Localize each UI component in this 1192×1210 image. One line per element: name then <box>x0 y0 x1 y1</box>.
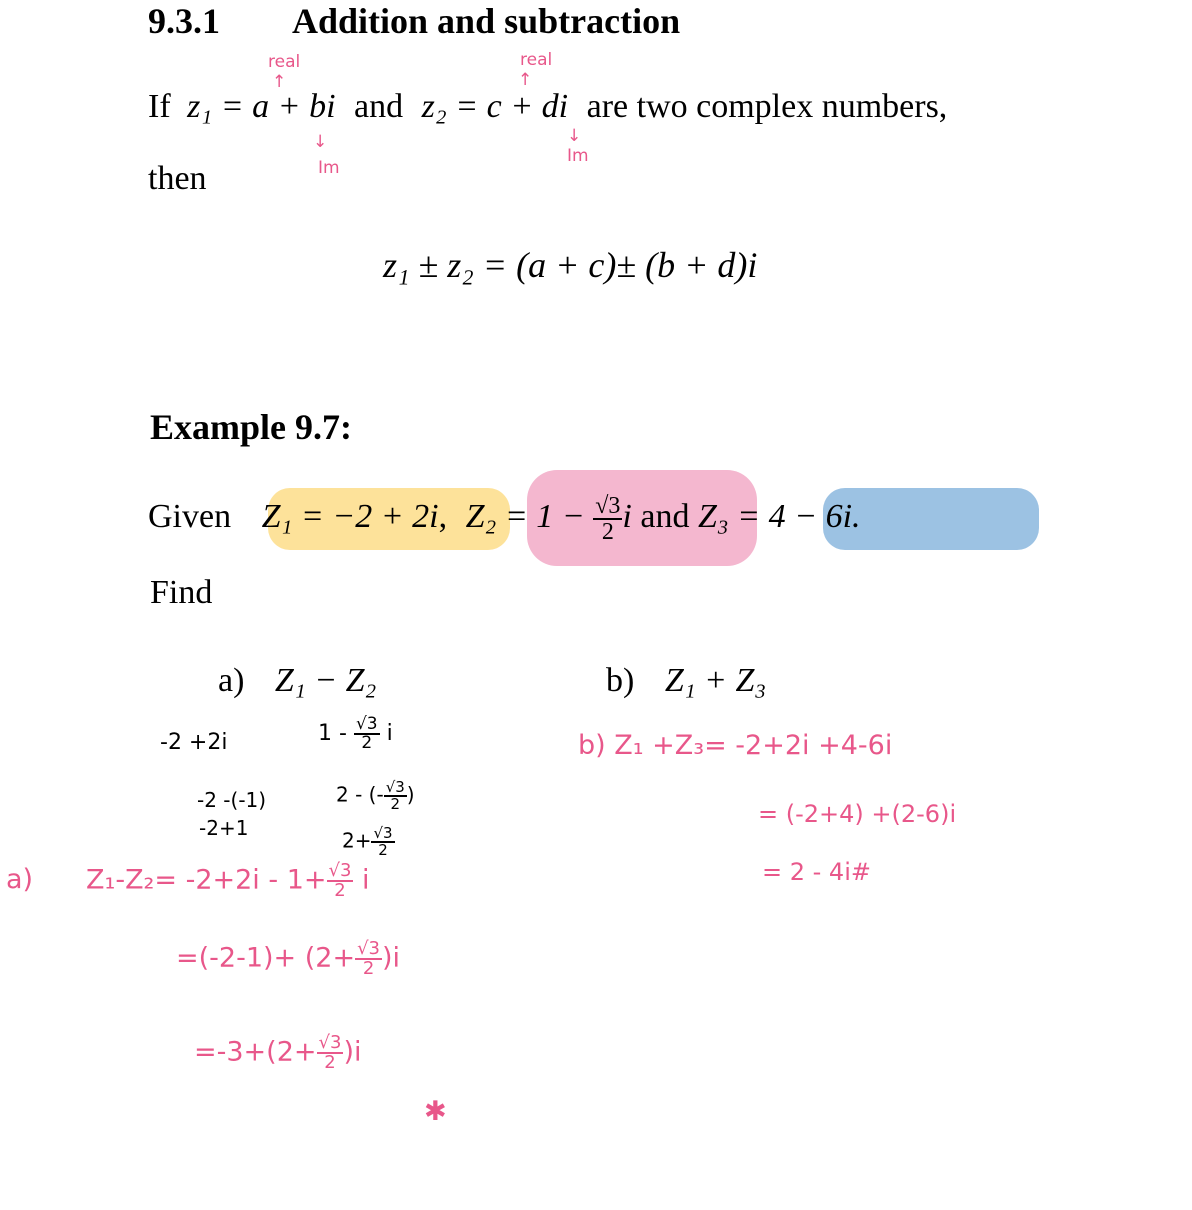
sol-a2-suffix: )i <box>382 942 401 974</box>
sol-a1-den: 2 <box>334 880 346 901</box>
and-word: and <box>354 88 404 125</box>
sol-a3-fraction <box>317 1034 344 1072</box>
given-line <box>148 494 861 544</box>
section-number: 9.3.1 <box>148 1 220 41</box>
sol-a1-fraction <box>327 862 354 900</box>
if-word: If <box>148 88 171 125</box>
z1-definition: z₁ = a + bi <box>187 88 336 125</box>
annotation-real-1: real <box>268 52 301 72</box>
annotation-real-2: real <box>520 50 553 70</box>
solution-a-line2 <box>176 940 400 978</box>
z2-numerator: √3 <box>595 493 621 519</box>
comma: , <box>438 497 448 535</box>
sol-a2-fraction <box>355 940 382 978</box>
sol-a1-suffix: i <box>362 864 370 896</box>
hw-z2-num: √3 <box>355 714 378 734</box>
end-mark-a: ✱ <box>424 1096 447 1127</box>
definition-tail: are two complex numbers, <box>586 88 948 125</box>
arrow-up-icon: ↑ <box>272 72 287 92</box>
part-b-expression: Z₁ + Z₃ <box>664 662 767 699</box>
hw-z2-fraction <box>354 716 380 752</box>
sol-a3-suffix: )i <box>343 1036 362 1068</box>
z3-given: Z₃ = 4 − 6i. <box>697 497 861 535</box>
given-word: Given <box>148 497 232 535</box>
sol-a2-prefix: =(-2-1)+ (2+ <box>176 942 356 974</box>
sol-a2-num: √3 <box>357 938 380 959</box>
arrow-down-icon: ↓ <box>313 132 328 152</box>
hw-z2-prefix: 1 - <box>318 721 347 746</box>
example-title: Example 9.7: <box>150 407 352 447</box>
hw-z2-suffix: i <box>386 721 393 746</box>
section-title: Addition and subtraction <box>292 1 681 41</box>
hw-imag2-den: 2 <box>378 841 388 859</box>
arrow-down-icon: ↓ <box>567 126 582 146</box>
hw-imag1-den: 2 <box>390 795 401 813</box>
handwritten-z2-parts <box>318 716 393 752</box>
hw-imag1-prefix: 2 - (- <box>336 782 384 807</box>
and-word-example: and <box>640 497 690 535</box>
hw-imag1-num: √3 <box>385 778 405 796</box>
then-word: then <box>148 160 207 197</box>
hw-z2-den: 2 <box>361 733 373 753</box>
hw-imag2-fraction <box>371 826 394 858</box>
solution-a-line3 <box>194 1034 361 1072</box>
z2-definition: z₂ = c + di <box>421 88 569 125</box>
handwritten-real-step1: -2 -(-1) <box>197 788 267 812</box>
z1-given: Z₁ = −2 + 2i <box>261 497 439 535</box>
solution-b-line1: b) Z₁ +Z₃= -2+2i +4-6i <box>578 730 893 761</box>
sum-formula: z₁ ± z₂ = (a + c)± (b + d)i <box>383 245 758 285</box>
z2-given-prefix: Z₂ = 1 − <box>465 497 585 535</box>
solution-b-line3 <box>762 858 871 886</box>
handwritten-imag-step2 <box>342 826 395 858</box>
end-mark-b: # <box>850 858 871 886</box>
find-word: Find <box>150 574 213 611</box>
sol-a3-prefix: =-3+(2+ <box>194 1036 317 1068</box>
sol-a3-num: √3 <box>318 1032 342 1053</box>
solution-b-line2: = (-2+4) +(2-6)i <box>758 800 957 828</box>
hw-imag2-prefix: 2+ <box>342 828 372 853</box>
z2-given-suffix: i <box>622 497 632 535</box>
hw-imag1-fraction <box>384 780 407 812</box>
solution-a-label: a) <box>6 864 34 895</box>
z2-denominator: 2 <box>601 519 614 545</box>
sol-a1-prefix: Z₁-Z₂= -2+2i - 1+ <box>86 864 327 896</box>
annotation-im-1: Im <box>318 158 340 178</box>
hw-imag2-num: √3 <box>373 824 393 842</box>
handwritten-z1-parts: -2 +2i <box>160 730 228 755</box>
sol-a3-den: 2 <box>324 1052 336 1073</box>
part-a-label: a) <box>218 662 245 699</box>
sol-a2-den: 2 <box>362 958 375 979</box>
z2-fraction <box>593 494 622 544</box>
definition-line <box>148 88 947 126</box>
part-a <box>218 662 376 700</box>
sol-b3-text: = 2 - 4i <box>762 858 851 886</box>
part-b-label: b) <box>606 662 635 699</box>
hw-imag1-suffix: ) <box>406 782 415 807</box>
annotation-im-2: Im <box>567 146 589 166</box>
handwritten-real-step2: -2+1 <box>199 816 249 840</box>
handwritten-imag-step1 <box>336 780 415 812</box>
solution-a-line1 <box>86 862 370 900</box>
part-a-expression: Z₁ − Z₂ <box>274 662 377 699</box>
part-b <box>606 662 766 700</box>
arrow-up-icon: ↑ <box>518 70 533 90</box>
sol-a1-num: √3 <box>328 860 352 881</box>
